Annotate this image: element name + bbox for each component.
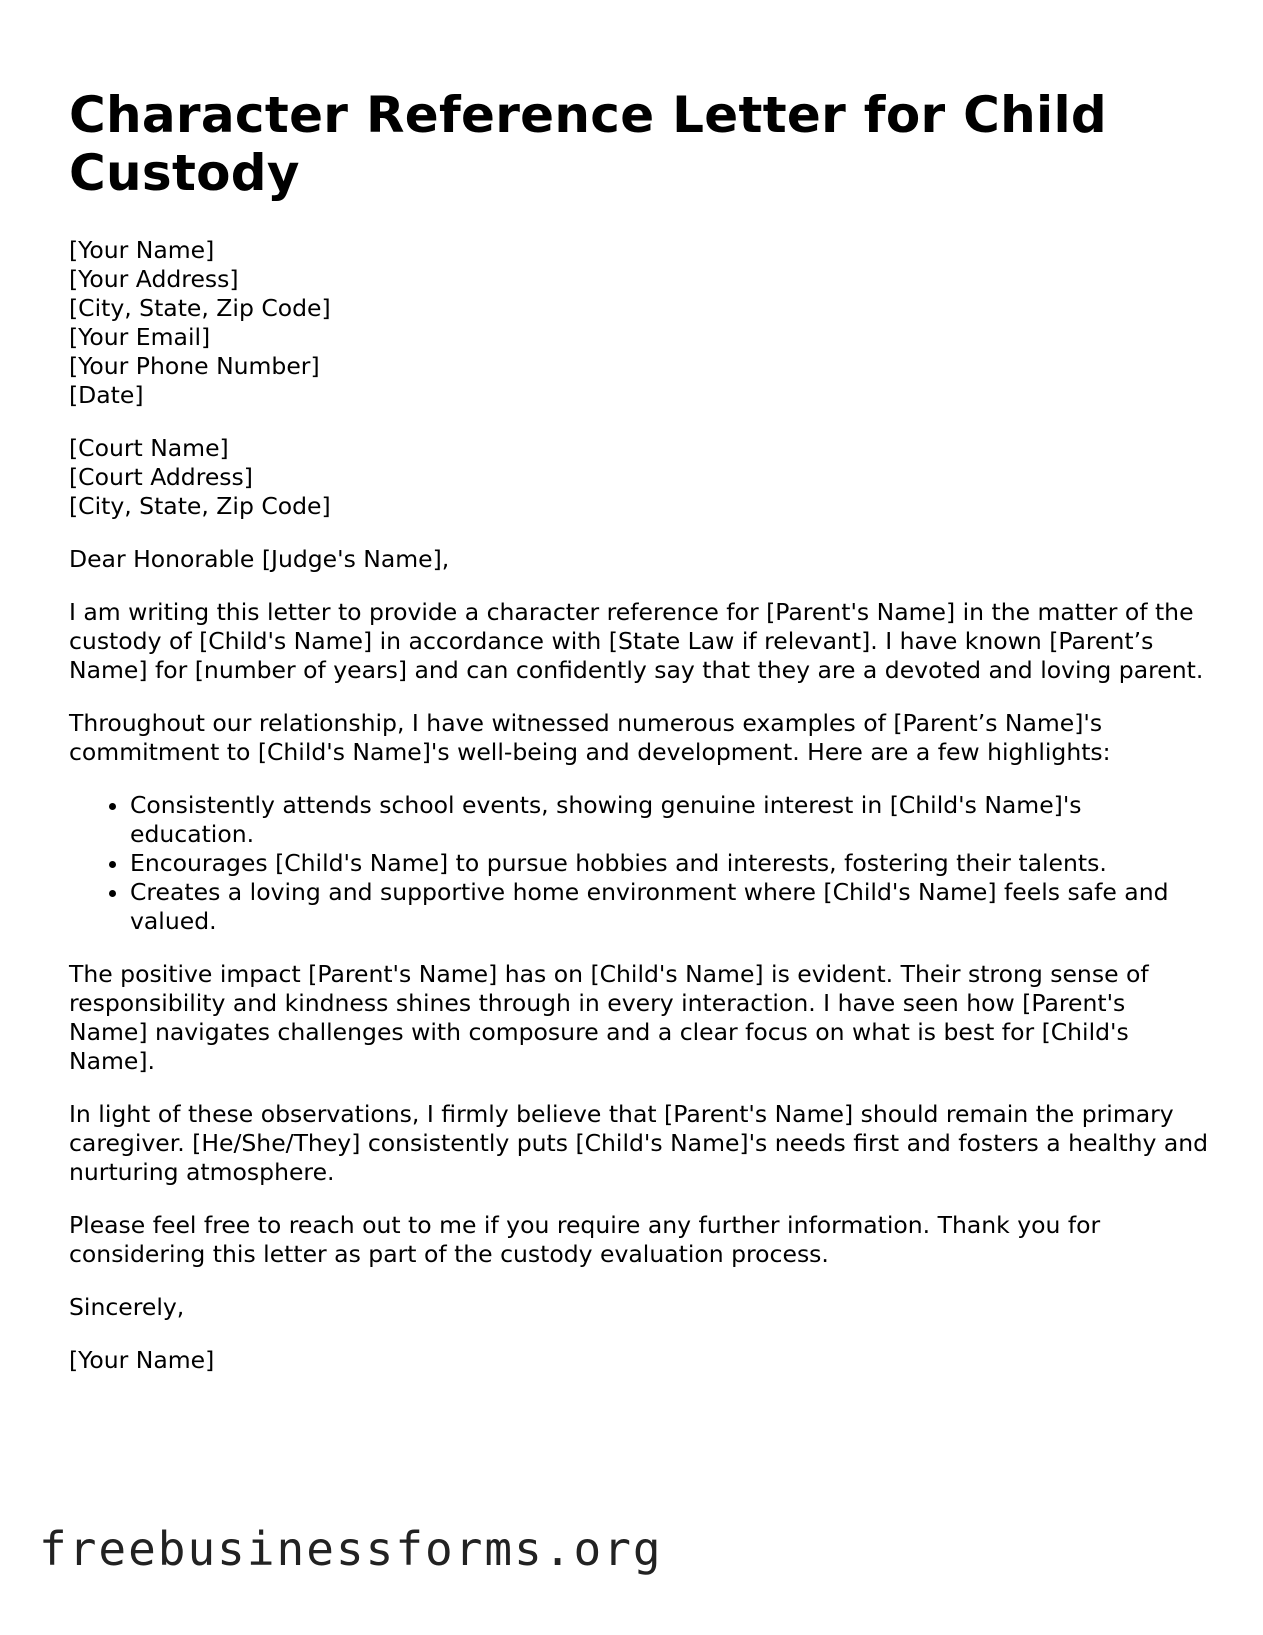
highlight-item: • Encourages [Child's Name] to pursue hobbies and interests, fostering their talents. bbox=[130, 849, 1209, 878]
page-title: Character Reference Letter for Child Custody bbox=[69, 86, 1108, 202]
recipient-address-block bbox=[69, 434, 1209, 521]
sender-email: [Your Email] bbox=[69, 323, 211, 351]
contact-paragraph: Please feel free to reach out to me if you require any further information. Thank you for considering this letter as part of the custody evaluation process. bbox=[69, 1211, 1101, 1268]
sender-phone: [Your Phone Number] bbox=[69, 352, 320, 380]
court-address: [Court Address] bbox=[69, 463, 253, 491]
sign-off: Sincerely, bbox=[69, 1293, 185, 1321]
relationship-paragraph: Throughout our relationship, I have witnessed numerous examples of [Parent’s Name]'s commitment to [Child's Name]'s well-being and development. Here are a few highlights: bbox=[69, 709, 1111, 766]
salutation: Dear Honorable [Judge's Name], bbox=[69, 545, 450, 573]
site-watermark: freebusinessforms.org bbox=[39, 1522, 663, 1576]
sender-address: [Your Address] bbox=[69, 265, 239, 293]
sender-city-state-zip: [City, State, Zip Code] bbox=[69, 294, 331, 322]
impact-paragraph: The positive impact [Parent's Name] has on [Child's Name] is evident. Their strong sense of responsibility and kindness shines through in every interaction. I have seen how [Parent's Name] navigates challenges with composure and a clear focus on what is best for [Child's Name]. bbox=[69, 960, 1149, 1075]
letter-date: [Date] bbox=[69, 381, 144, 409]
sender-name: [Your Name] bbox=[69, 236, 215, 264]
intro-paragraph: I am writing this letter to provide a character reference for [Parent's Name] in the matter of the custody of [Child's Name] in accordance with [State Law if relevant]. I have known [Parent’s Name] for [number of years] and can confidently say that they are a devoted and loving parent. bbox=[69, 598, 1204, 684]
court-city-state-zip: [City, State, Zip Code] bbox=[69, 492, 331, 520]
court-name: [Court Name] bbox=[69, 434, 229, 462]
recommendation-paragraph: In light of these observations, I firmly believe that [Parent's Name] should remain the primary caregiver. [He/She/They] consistently puts [Child's Name]'s needs first and fosters a healthy and nurturing atmosphere. bbox=[69, 1100, 1209, 1186]
signature-name: [Your Name] bbox=[69, 1346, 215, 1374]
highlight-item: • Consistently attends school events, showing genuine interest in [Child's Name]'s education. bbox=[130, 791, 1209, 849]
highlights-list bbox=[69, 791, 1209, 936]
highlight-item: • Creates a loving and supportive home environment where [Child's Name] feels safe and valued. bbox=[130, 878, 1209, 936]
letter-page bbox=[69, 86, 1209, 1399]
sender-address-block bbox=[69, 236, 1209, 410]
